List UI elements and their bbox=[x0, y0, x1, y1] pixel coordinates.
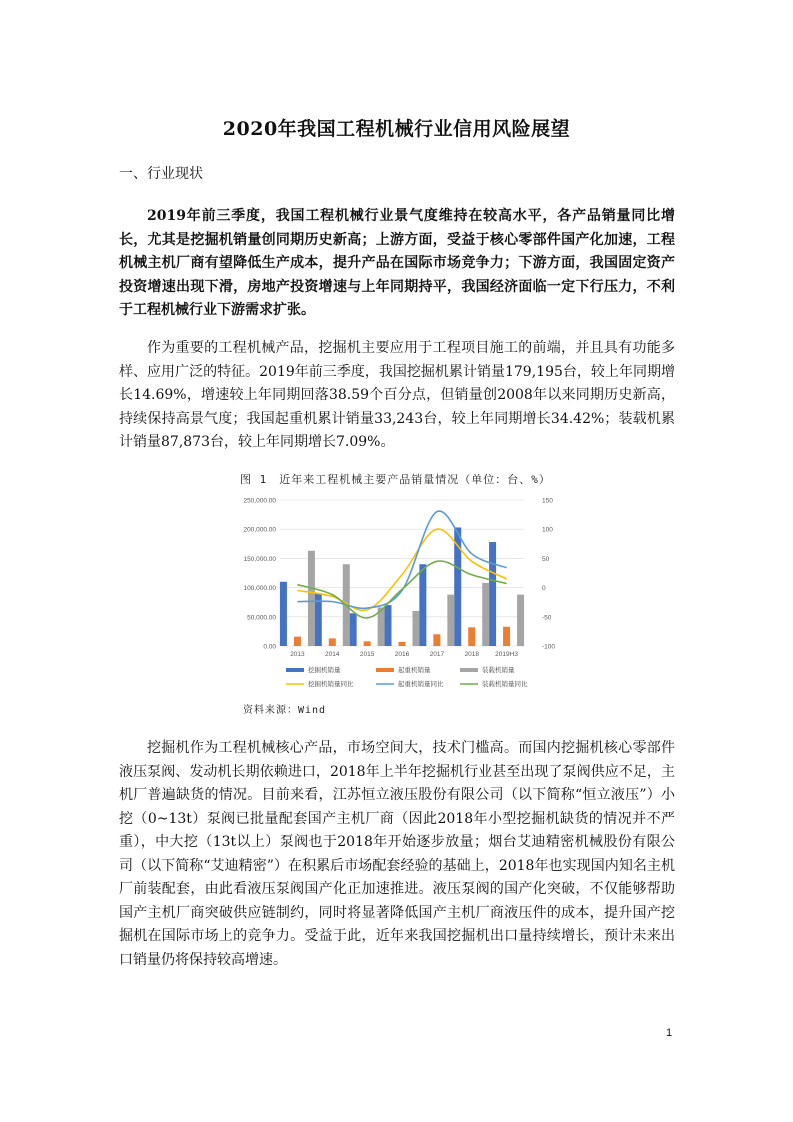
x-axis-tick-label: 2016 bbox=[394, 651, 410, 658]
left-axis-tick-label: 100,000.00 bbox=[243, 585, 276, 593]
bar bbox=[503, 627, 510, 646]
bar bbox=[280, 582, 287, 646]
bar bbox=[433, 634, 440, 646]
x-axis-tick-label: 2013 bbox=[290, 651, 305, 658]
legend-swatch bbox=[286, 668, 304, 672]
figure-caption: 图 1 近年来工程机械主要产品销量情况（单位：台、%） bbox=[240, 473, 551, 486]
sales-chart bbox=[228, 492, 568, 697]
page-number: 1 bbox=[666, 1027, 673, 1039]
bar bbox=[308, 551, 315, 646]
summary-paragraph: 2019年前三季度，我国工程机械行业景气度维持在较高水平，各产品销量同比增长，尤其是挖掘机销量创同期历史新高；上游方面，受益于核心零部件国产化加速，工程机械主机厂商有望降低生产成本，提升产品在国际市场竞争力；下游方面，我国固定资产投资增速出现下滑，房地产投资增速与上年同期持平，我国经济面临一定下行压力，不利于工程机械行业下游需求扩张。 bbox=[119, 208, 675, 318]
bar bbox=[399, 642, 406, 646]
section-heading: 一、行业现状 bbox=[119, 166, 203, 182]
legend-label: 挖掘机销量 bbox=[308, 667, 341, 674]
bar bbox=[364, 641, 371, 646]
left-axis-tick-label: 0.00 bbox=[263, 643, 276, 651]
right-axis-tick-label: 150 bbox=[542, 497, 553, 505]
legend-swatch bbox=[376, 668, 394, 672]
x-axis-tick-label: 2017 bbox=[429, 651, 445, 658]
chart-lines bbox=[297, 511, 506, 618]
bar bbox=[385, 605, 392, 646]
x-axis-tick-label: 2019H3 bbox=[495, 651, 518, 658]
page-title: 2020年我国工程机械行业信用风险展望 bbox=[222, 118, 571, 140]
legend-label: 挖掘机销量同比 bbox=[308, 681, 354, 688]
bar bbox=[419, 564, 426, 646]
series-line bbox=[297, 529, 506, 610]
legend-label: 装载机销量 bbox=[482, 667, 515, 674]
bar bbox=[489, 542, 496, 646]
chart-bars bbox=[280, 527, 524, 646]
x-axis-tick-label: 2014 bbox=[325, 651, 340, 658]
x-axis-tick-label: 2015 bbox=[359, 651, 375, 658]
legend-label: 起重机销量 bbox=[398, 667, 431, 674]
right-axis-tick-label: 0 bbox=[542, 585, 546, 593]
bar bbox=[294, 637, 301, 646]
right-axis-tick-label: -50 bbox=[542, 614, 552, 622]
series-line bbox=[297, 561, 506, 618]
left-axis-tick-label: 250,000.00 bbox=[243, 497, 276, 505]
source-note: 资料来源：Wind bbox=[243, 705, 327, 716]
bar bbox=[350, 613, 357, 646]
legend-label: 起重机销量同比 bbox=[398, 681, 444, 688]
bar bbox=[517, 595, 524, 646]
x-axis-tick-label: 2018 bbox=[464, 651, 479, 658]
bar bbox=[413, 611, 420, 646]
left-axis-tick-label: 150,000.00 bbox=[243, 555, 276, 563]
right-axis-tick-label: 50 bbox=[542, 555, 550, 563]
bar bbox=[447, 595, 454, 646]
excavator-paragraph: 作为重要的工程机械产品，挖掘机主要应用于工程项目施工的前端，并且具有功能多样、应用广泛的特征。2019年前三季度，我国挖掘机累计销量179,195台，较上年同期增长14.69%，增速较上年同期回落38.59个百分点，但销量创2008年以来同期历史新高，持续保持高景气度；我国起重机累计销量33,243台，较上年同期增长34.42%；装载机累计销量87,873台，较上年同期增长7.09%。 bbox=[119, 340, 675, 450]
left-axis-tick-label: 50,000.00 bbox=[247, 614, 276, 622]
bar bbox=[468, 627, 475, 646]
legend-label: 装载机销量同比 bbox=[482, 681, 528, 688]
left-axis-tick-label: 200,000.00 bbox=[243, 526, 276, 534]
bar bbox=[482, 583, 489, 646]
hydraulics-paragraph: 挖掘机作为工程机械核心产品，市场空间大，技术门槛高。而国内挖掘机核心零部件液压泵阀、发动机长期依赖进口，2018年上半年挖掘机行业甚至出现了泵阀供应不足，主机厂普遍缺货的情况。目前来看，江苏恒立液压股份有限公司（以下简称“恒立液压”）小挖（0~13t）泵阀已批量配套国产主机厂商（因此2018年小型挖掘机缺货的情况并不严重），中大挖（13t以上）泵阀也于2018年开始逐步放量；烟台艾迪精密机械股份有限公司（以下简称“艾迪精密”）在积累后市场配套经验的基础上，2018年也实现国内知名主机厂前装配套，由此看液压泵阀国产化正加速推进。液压泵阀的国产化突破，不仅能够帮助国产主机厂商突破供应链制约，同时将显著降低国产主机厂商液压件的成本，提升国产挖掘机在国际市场上的竞争力。受益于此，近年来我国挖掘机出口量持续增长，预计未来出口销量仍将保持较高增速。 bbox=[119, 740, 675, 968]
chart-legend bbox=[286, 665, 528, 688]
right-axis-tick-label: -100 bbox=[542, 643, 556, 651]
legend-swatch bbox=[460, 668, 478, 672]
bar bbox=[329, 638, 336, 646]
right-axis-tick-label: 100 bbox=[542, 526, 553, 534]
